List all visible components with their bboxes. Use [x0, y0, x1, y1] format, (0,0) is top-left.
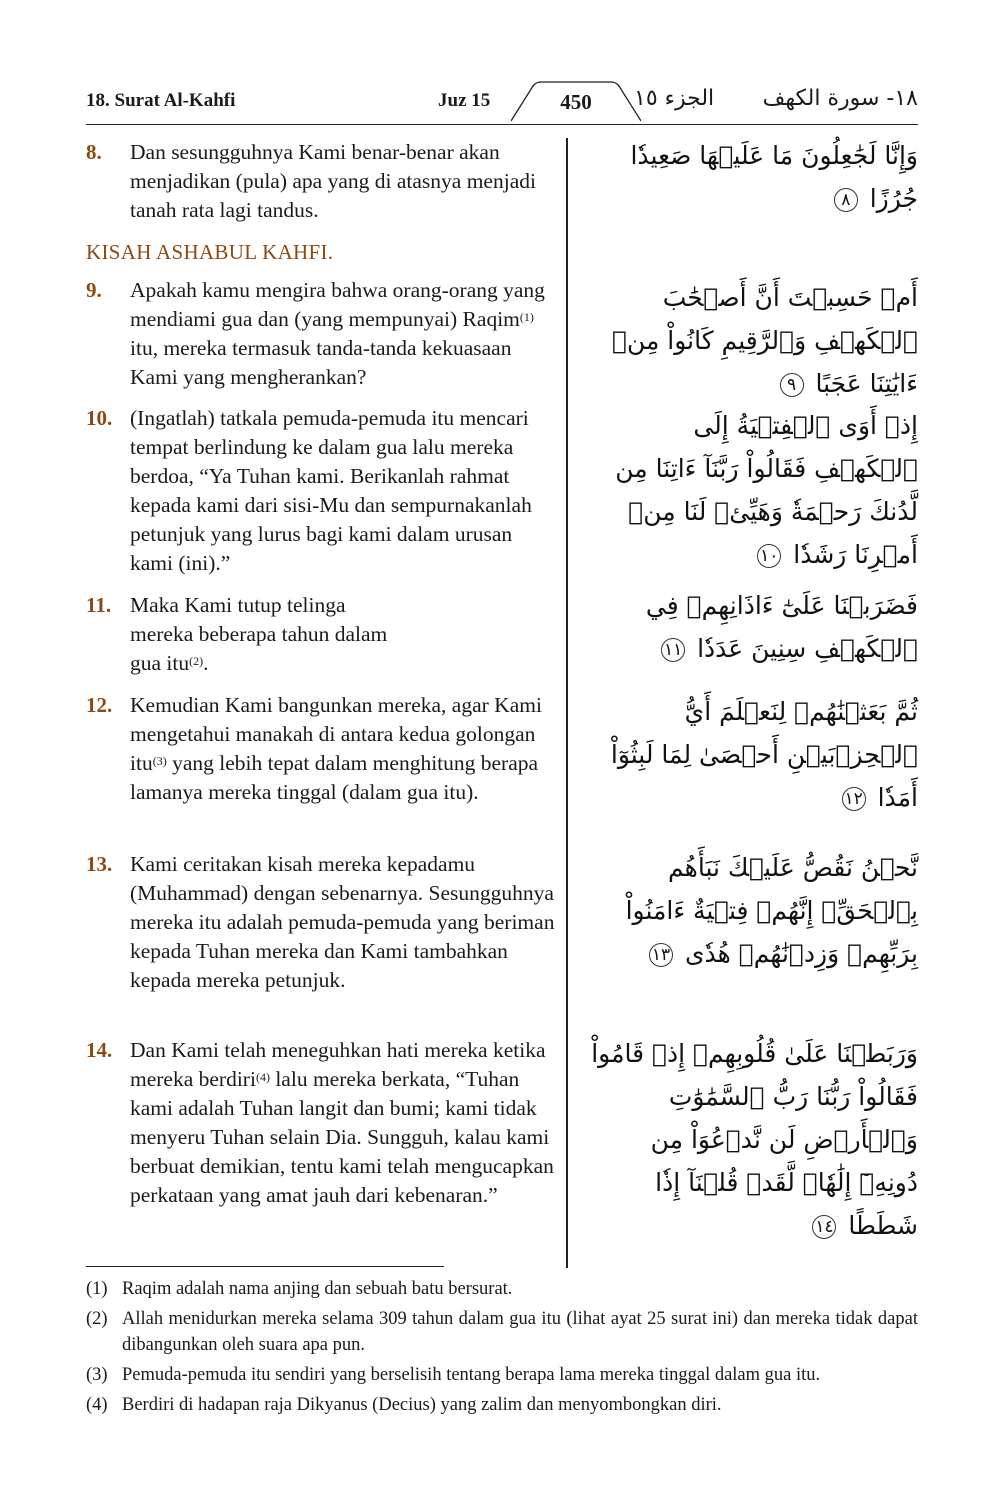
- arabic-text: ثُمَّ بَعَثۡنَٰهُمۡ لِنَعۡلَمَ أَيُّ ٱلۡحِزۡبَيۡنِ أَحۡصَىٰ لِمَا لَبِثُوٓاْ أَمَدٗا: [610, 697, 918, 812]
- verse-arabic: [588, 404, 918, 576]
- page-header: [86, 86, 918, 126]
- section-heading: KISAH ASHABUL KAHFI.: [86, 240, 334, 264]
- verse-number: 9.: [86, 278, 102, 302]
- verse-number: 11.: [86, 593, 112, 617]
- verse-text-part: Maka Kami tutup telinga mereka beberapa tahun dalam gua itu: [130, 593, 388, 675]
- verse-arabic: [588, 1032, 918, 1247]
- ayah-end-marker: ١٣: [649, 943, 673, 967]
- juz-label-latin: Juz 15: [438, 90, 491, 111]
- ayah-end-marker: ١٤: [812, 1215, 836, 1239]
- verse-translation: [130, 1036, 560, 1210]
- footnote-number: (4): [86, 1395, 108, 1415]
- footnote-ref[interactable]: (2): [189, 654, 204, 668]
- verse-arabic: [588, 846, 918, 975]
- footnote-ref[interactable]: (3): [152, 754, 167, 768]
- page-number-tab: [511, 80, 641, 122]
- verse-translation: (Ingatlah) tatkala pemuda-pemuda itu mencari tempat berlindung ke dalam gua lalu mereka berdoa, “Ya Tuhan kami. Berikanlah rahmat kepada kami dari sisi-Mu dan sempurnakanlah petunjuk yang lurus bagi kami dalam urusan kami (ini).”: [130, 406, 532, 575]
- ayah-end-marker: ١٠: [757, 544, 781, 568]
- verse-number: 10.: [86, 406, 113, 430]
- verse-text-part: itu, mereka termasuk tanda-tanda kekuasaan Kami yang mengherankan?: [130, 336, 512, 389]
- verse-text-part: Kemudian Kami bangunkan mereka, agar Kami mengetahui manakah di antara kedua golongan itu: [130, 693, 542, 775]
- verse-arabic: [588, 134, 918, 220]
- verse-translation: [130, 276, 560, 392]
- footnote-text: Allah menidurkan mereka selama 309 tahun dalam gua itu (lihat ayat 25 surat ini) dan mereka tidak dapat dibangunkan oleh suara apa pun.: [122, 1309, 918, 1355]
- verse-text-part: lalu mereka berkata, “Tuhan kami adalah Tuhan langit dan bumi; kami tidak menyeru Tuhan selain Dia. Sungguh, kalau kami berbuat demikian, tentu kami telah mengucapkan perkataan yang amat jauh dari kebenaran.”: [130, 1067, 554, 1207]
- verse-translation: Dan sesungguhnya Kami benar-benar akan menjadikan (pula) apa yang di atasnya menjadi tanah rata lagi tandus.: [130, 140, 536, 222]
- verse-translation: Kami ceritakan kisah mereka kepadamu (Muhammad) dengan sebenarnya. Sesungguhnya mereka itu adalah pemuda-pemuda yang beriman kepada Tuhan mereka dan Kami tambahkan kepada mereka petunjuk.: [130, 852, 555, 992]
- page-number: 450: [560, 90, 592, 114]
- arabic-text: فَضَرَبۡنَا عَلَىٰٓ ءَاذَانِهِمۡ فِي ٱلۡكَهۡفِ سِنِينَ عَدَدٗا: [645, 591, 918, 663]
- ayah-end-marker: ٩: [780, 373, 804, 397]
- footnote-ref[interactable]: (4): [255, 1070, 270, 1084]
- footnote-number: (1): [86, 1279, 108, 1299]
- ayah-end-marker: ١٢: [842, 787, 866, 811]
- verse-number: 12.: [86, 693, 113, 717]
- verse-number: 14.: [86, 1038, 113, 1062]
- verse-text-part: yang lebih tepat dalam menghitung berapa lamanya mereka tinggal (dalam gua itu).: [130, 751, 539, 804]
- footnote-rule: [86, 1266, 444, 1267]
- arabic-text: وَإِنَّا لَجَٰعِلُونَ مَا عَلَيۡهَا صَعِيدٗا جُرُزًا: [630, 141, 918, 213]
- verse-text-part: Apakah kamu mengira bahwa orang-orang yang mendiami gua dan (yang mempunyai) Raqim: [130, 278, 545, 331]
- footnote-text: Raqim adalah nama anjing dan sebuah batu bersurat.: [122, 1279, 513, 1299]
- footnote-number: (2): [86, 1309, 108, 1329]
- ayah-end-marker: ١١: [661, 638, 685, 662]
- arabic-text: وَرَبَطۡنَا عَلَىٰ قُلُوبِهِمۡ إِذۡ قَامُواْ فَقَالُواْ رَبُّنَا رَبُّ ٱلسَّمَٰوَٰتِ وَٱلۡأَرۡضِ لَن نَّدۡعُوَاْ مِن دُونِهِۦٓ إِلَٰهٗاۖ لَّقَدۡ قُلۡنَآ إِذٗا شَطَطًا: [591, 1039, 918, 1240]
- footnote-text: Pemuda-pemuda itu sendiri yang berselisih tentang berapa lama mereka tinggal dalam gua itu.: [122, 1365, 821, 1385]
- header-rule: [86, 124, 918, 125]
- verse-arabic: [588, 276, 918, 405]
- ayah-end-marker: ٨: [834, 188, 858, 212]
- verse-text-part: Dan Kami telah meneguhkan hati mereka ketika mereka berdiri: [130, 1038, 546, 1091]
- juz-label-arabic: الجزء ١٥: [634, 86, 715, 111]
- arabic-text: إِذۡ أَوَى ٱلۡفِتۡيَةُ إِلَى ٱلۡكَهۡفِ فَقَالُواْ رَبَّنَآ ءَاتِنَا مِن لَّدُنكَ رَحۡمَةٗ وَهَيِّئۡ لَنَا مِنۡ أَمۡرِنَا رَشَدٗا: [615, 411, 918, 569]
- arabic-text: أَمۡ حَسِبۡتَ أَنَّ أَصۡحَٰبَ ٱلۡكَهۡفِ وَٱلرَّقِيمِ كَانُواْ مِنۡ ءَايَٰتِنَا عَجَبًا: [611, 283, 918, 398]
- footnote-number: (3): [86, 1365, 108, 1385]
- verse-translation: [130, 691, 560, 807]
- verse-arabic: [588, 690, 918, 819]
- verse-arabic: [588, 584, 918, 670]
- verse-number: 13.: [86, 852, 113, 876]
- verse-text-part: .: [203, 651, 209, 675]
- column-divider: [566, 138, 568, 1268]
- surah-title-arabic: ١٨- سورة الكهف: [762, 86, 918, 111]
- arabic-text: نَّحۡنُ نَقُصُّ عَلَيۡكَ نَبَأَهُم بِٱلۡحَقِّۚ إِنَّهُمۡ فِتۡيَةٌ ءَامَنُواْ بِرَبِّهِمۡ وَزِدۡنَٰهُمۡ هُدٗى: [625, 853, 918, 968]
- footnote-ref[interactable]: (1): [519, 310, 534, 324]
- verse-translation: [130, 591, 390, 678]
- surah-title-latin: 18. Surat Al-Kahfi: [86, 90, 236, 111]
- verse-number: 8.: [86, 140, 102, 164]
- footnote-text: Berdiri di hadapan raja Dikyanus (Decius) yang zalim dan menyombongkan diri.: [122, 1395, 722, 1415]
